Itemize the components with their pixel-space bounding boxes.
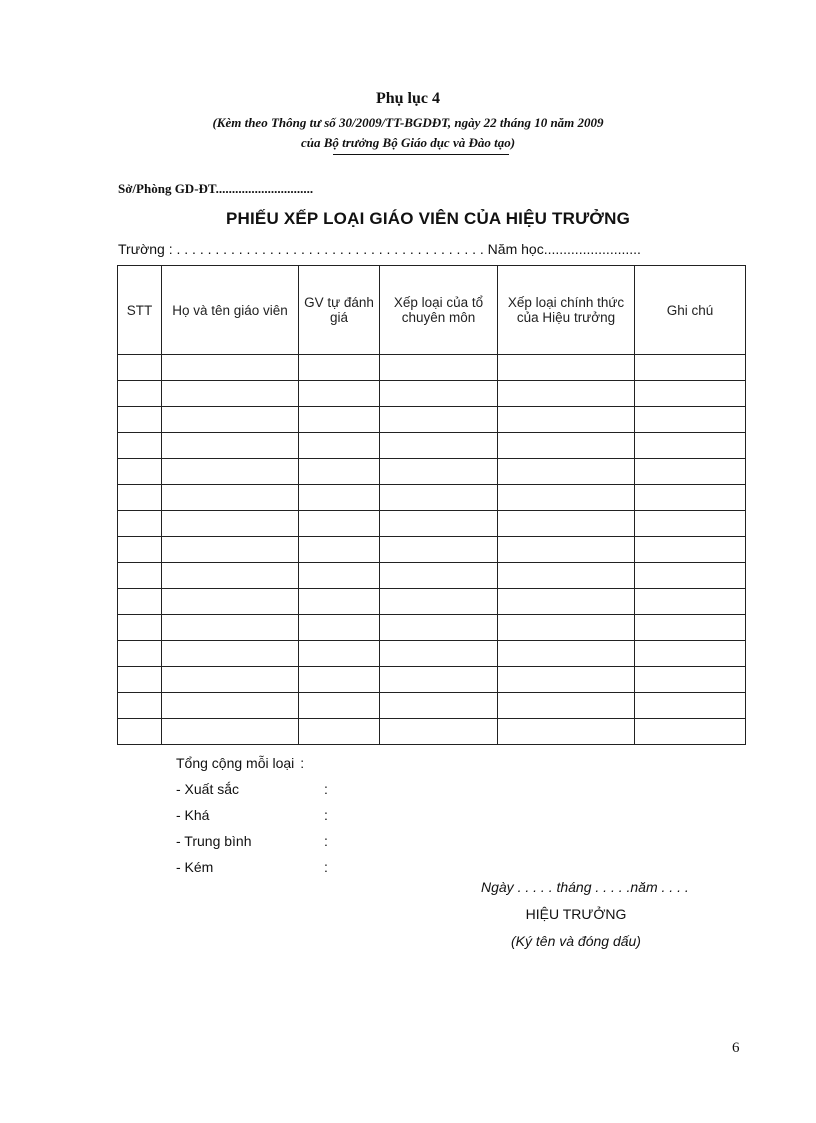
- cell-group-rating: [380, 563, 498, 589]
- cell-self-evaluation: [299, 537, 380, 563]
- cell-note: [635, 459, 746, 485]
- cell-official-rating: [498, 615, 635, 641]
- cell-note: [635, 641, 746, 667]
- header-group-rating: Xếp loại của tổ chuyên môn: [380, 266, 498, 355]
- summary-total-row: [176, 750, 304, 776]
- cell-stt: [118, 381, 162, 407]
- cell-teacher-name: [162, 589, 299, 615]
- cell-stt: [118, 615, 162, 641]
- teacher-rating-table: [117, 265, 746, 745]
- cell-self-evaluation: [299, 589, 380, 615]
- cell-stt: [118, 459, 162, 485]
- signature-title: HIỆU TRƯỞNG: [525, 906, 627, 922]
- cell-group-rating: [380, 641, 498, 667]
- cell-official-rating: [498, 667, 635, 693]
- page-number: 6: [732, 1040, 740, 1056]
- cell-self-evaluation: [299, 485, 380, 511]
- cell-stt: [118, 433, 162, 459]
- cell-official-rating: [498, 719, 635, 745]
- cell-group-rating: [380, 381, 498, 407]
- appendix-reference-line-1: (Kèm theo Thông tư số 30/2009/TT-BGDĐT, ngày 22 tháng 10 năm 2009: [212, 115, 604, 130]
- table-row: [118, 485, 746, 511]
- cell-group-rating: [380, 433, 498, 459]
- cell-stt: [118, 563, 162, 589]
- school-year-field-label: Năm học.........................: [483, 241, 641, 257]
- cell-teacher-name: [162, 459, 299, 485]
- cell-stt: [118, 719, 162, 745]
- cell-note: [635, 485, 746, 511]
- cell-self-evaluation: [299, 563, 380, 589]
- cell-note: [635, 407, 746, 433]
- table-row: [118, 407, 746, 433]
- cell-note: [635, 693, 746, 719]
- cell-note: [635, 589, 746, 615]
- cell-group-rating: [380, 693, 498, 719]
- header-note: Ghi chú: [635, 266, 746, 355]
- cell-stt: [118, 355, 162, 381]
- signature-note: (Ký tên và đóng dấu): [511, 933, 641, 949]
- cell-self-evaluation: [299, 433, 380, 459]
- cell-teacher-name: [162, 719, 299, 745]
- form-title: PHIẾU XẾP LOẠI GIÁO VIÊN CỦA HIỆU TRƯỞNG: [225, 209, 631, 228]
- cell-teacher-name: [162, 355, 299, 381]
- cell-official-rating: [498, 433, 635, 459]
- cell-official-rating: [498, 693, 635, 719]
- appendix-title: Phụ lục 4: [375, 90, 440, 107]
- cell-teacher-name: [162, 433, 299, 459]
- cell-stt: [118, 667, 162, 693]
- header-teacher-name: Họ và tên giáo viên: [162, 266, 299, 355]
- header-stt: STT: [118, 266, 162, 355]
- header-official-rating: Xếp loại chính thức của Hiệu trưởng: [498, 266, 635, 355]
- summary-block: [176, 750, 328, 880]
- cell-teacher-name: [162, 485, 299, 511]
- summary-label-average: - Trung bình: [176, 833, 252, 849]
- cell-official-rating: [498, 563, 635, 589]
- department-line: Sở/Phòng GD-ĐT..............................: [118, 181, 314, 196]
- table-row: [118, 563, 746, 589]
- cell-group-rating: [380, 589, 498, 615]
- cell-self-evaluation: [299, 641, 380, 667]
- appendix-reference-line-2: [0, 135, 816, 151]
- cell-official-rating: [498, 537, 635, 563]
- table-body: [118, 355, 746, 745]
- table-row: [118, 615, 746, 641]
- cell-group-rating: [380, 511, 498, 537]
- table-row: [118, 511, 746, 537]
- reference-prefix: của: [300, 135, 324, 150]
- cell-official-rating: [498, 641, 635, 667]
- cell-teacher-name: [162, 511, 299, 537]
- cell-official-rating: [498, 485, 635, 511]
- cell-teacher-name: [162, 693, 299, 719]
- cell-stt: [118, 641, 162, 667]
- table-row: [118, 719, 746, 745]
- cell-teacher-name: [162, 537, 299, 563]
- summary-colon: :: [324, 807, 328, 823]
- cell-stt: [118, 537, 162, 563]
- cell-self-evaluation: [299, 459, 380, 485]
- cell-group-rating: [380, 355, 498, 381]
- table-row: [118, 693, 746, 719]
- cell-note: [635, 719, 746, 745]
- cell-self-evaluation: [299, 615, 380, 641]
- cell-official-rating: [498, 511, 635, 537]
- school-field-label: Trường : . . . . . . . . . . . . . . . . . . . . . . . . . . . . . . . . . . . . . . . .: [118, 241, 484, 257]
- cell-self-evaluation: [299, 355, 380, 381]
- cell-group-rating: [380, 615, 498, 641]
- cell-self-evaluation: [299, 719, 380, 745]
- reference-suffix: và Đào tạo): [449, 135, 516, 150]
- cell-self-evaluation: [299, 693, 380, 719]
- cell-note: [635, 381, 746, 407]
- cell-note: [635, 355, 746, 381]
- cell-teacher-name: [162, 407, 299, 433]
- cell-note: [635, 563, 746, 589]
- table-row: [118, 381, 746, 407]
- cell-group-rating: [380, 719, 498, 745]
- cell-teacher-name: [162, 615, 299, 641]
- cell-group-rating: [380, 667, 498, 693]
- summary-label-poor: - Kém: [176, 859, 214, 875]
- summary-colon: :: [324, 781, 328, 797]
- cell-stt: [118, 511, 162, 537]
- table-row: [118, 641, 746, 667]
- table-row: [118, 355, 746, 381]
- signature-date-line: Ngày . . . . . tháng . . . . .năm . . . .: [481, 879, 689, 895]
- table-row: [118, 537, 746, 563]
- cell-note: [635, 615, 746, 641]
- cell-stt: [118, 589, 162, 615]
- cell-self-evaluation: [299, 381, 380, 407]
- summary-label-excellent: - Xuất sắc: [176, 781, 240, 797]
- cell-self-evaluation: [299, 511, 380, 537]
- table-row: [118, 589, 746, 615]
- summary-colon: :: [324, 859, 328, 875]
- cell-official-rating: [498, 381, 635, 407]
- cell-self-evaluation: [299, 407, 380, 433]
- summary-row-average: [176, 828, 328, 854]
- summary-total-label: Tổng cộng mỗi loại: [176, 755, 295, 771]
- cell-stt: [118, 407, 162, 433]
- summary-row-excellent: [176, 776, 328, 802]
- reference-ministry: Bộ trưởng Bộ Giáo dục: [323, 135, 450, 150]
- cell-group-rating: [380, 485, 498, 511]
- summary-label-good: - Khá: [176, 807, 210, 823]
- table-row: [118, 459, 746, 485]
- cell-note: [635, 433, 746, 459]
- school-year-line: [118, 241, 641, 257]
- cell-note: [635, 537, 746, 563]
- summary-row-good: [176, 802, 328, 828]
- summary-row-poor: [176, 854, 328, 880]
- cell-teacher-name: [162, 563, 299, 589]
- cell-teacher-name: [162, 667, 299, 693]
- cell-group-rating: [380, 537, 498, 563]
- cell-group-rating: [380, 407, 498, 433]
- header-self-evaluation: GV tự đánh giá: [299, 266, 380, 355]
- table-row: [118, 667, 746, 693]
- cell-official-rating: [498, 459, 635, 485]
- table-row: [118, 433, 746, 459]
- cell-self-evaluation: [299, 667, 380, 693]
- cell-group-rating: [380, 459, 498, 485]
- cell-note: [635, 667, 746, 693]
- cell-stt: [118, 485, 162, 511]
- table-header-row: [118, 266, 746, 355]
- summary-colon: :: [324, 833, 328, 849]
- cell-official-rating: [498, 589, 635, 615]
- cell-official-rating: [498, 407, 635, 433]
- cell-stt: [118, 693, 162, 719]
- summary-colon: :: [300, 755, 305, 771]
- cell-teacher-name: [162, 641, 299, 667]
- cell-official-rating: [498, 355, 635, 381]
- ministry-underline: [333, 154, 509, 155]
- cell-teacher-name: [162, 381, 299, 407]
- cell-note: [635, 511, 746, 537]
